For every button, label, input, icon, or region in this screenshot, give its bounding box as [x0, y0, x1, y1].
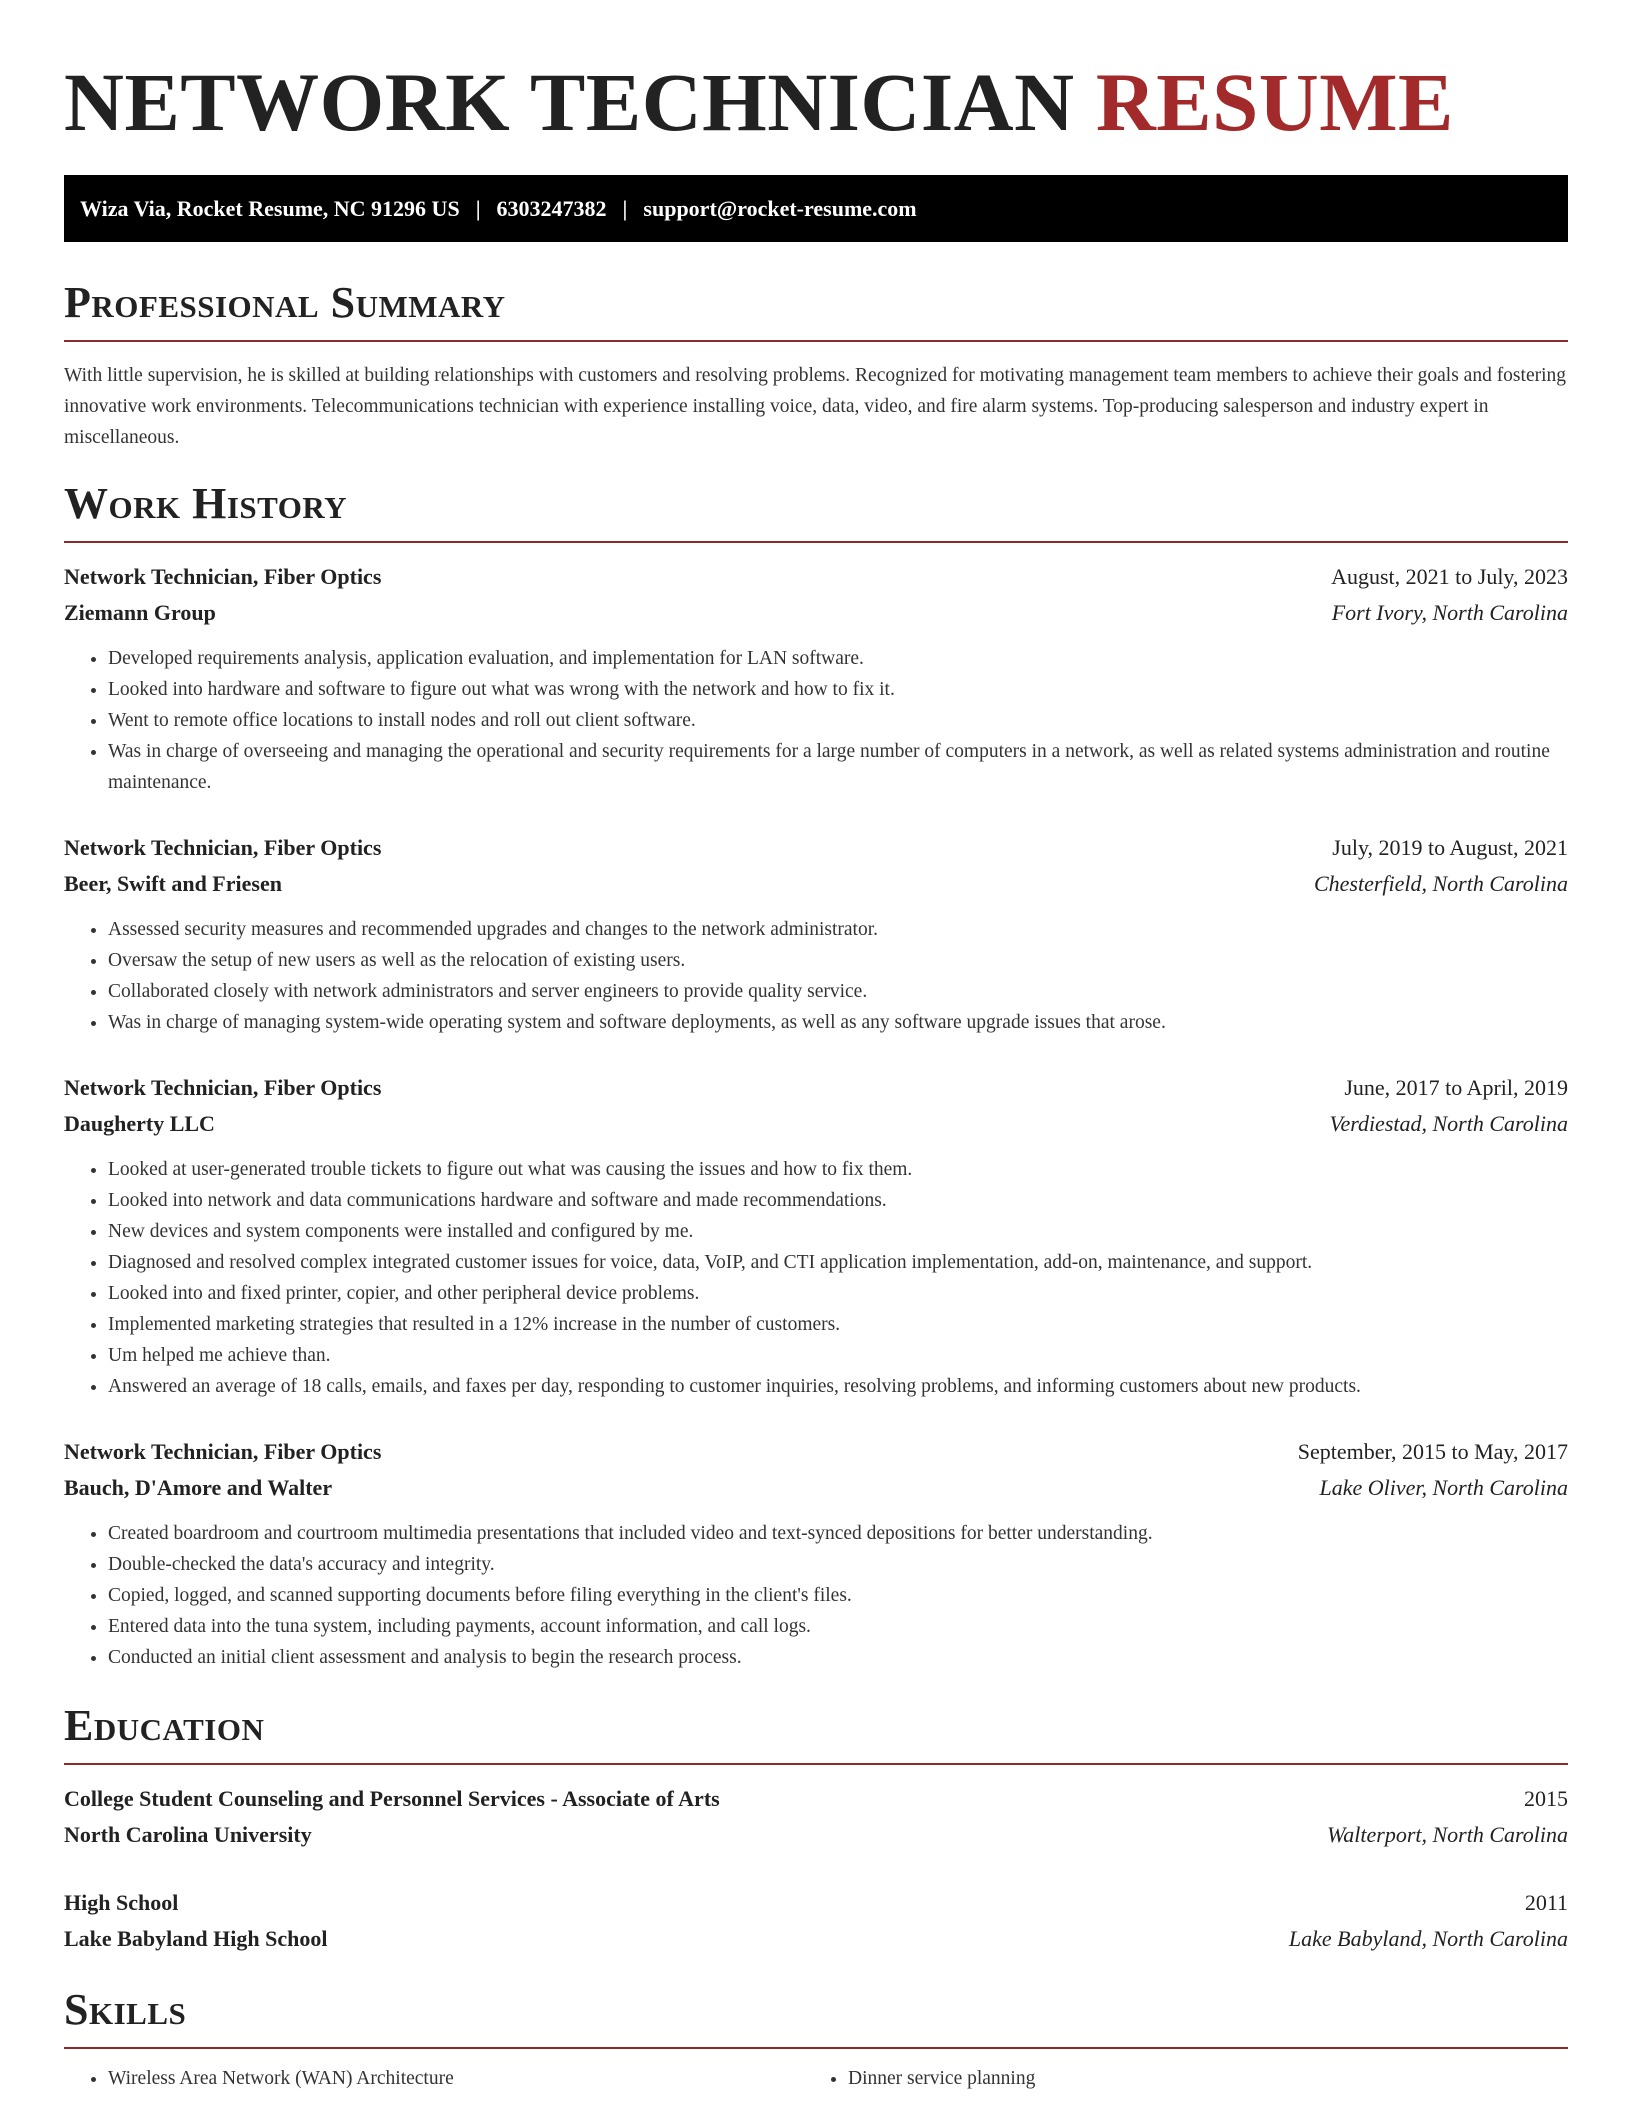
job-bullet: • Oversaw the setup of new users as well as the relocation of existing users.: [108, 945, 1568, 976]
contact-phone[interactable]: 6303247382: [496, 195, 607, 221]
job-title: Network Technician, Fiber Optics: [64, 1439, 382, 1464]
skills-grid: [64, 2063, 1568, 2094]
job-company: Ziemann Group: [64, 600, 216, 625]
skills-section: [64, 1985, 1568, 2094]
section-divider: [64, 1763, 1568, 1765]
job-bullet: • Diagnosed and resolved complex integrated customer issues for voice, data, VoIP, and CTI application implementation, add-on, maintenance, and support.: [108, 1247, 1568, 1278]
job-bullet: • Assessed security measures and recommended upgrades and changes to the network administrator.: [108, 914, 1568, 945]
job-dates: August, 2021 to July, 2023: [1331, 564, 1568, 589]
job-location: Verdiestad, North Carolina: [1329, 1111, 1568, 1136]
job-company-row: [64, 1106, 1568, 1142]
education-location: Walterport, North Carolina: [1326, 1822, 1568, 1847]
job-dates: July, 2019 to August, 2021: [1332, 835, 1568, 860]
job-bullet: • Looked at user-generated trouble tickets to figure out what was causing the issues and how to fix them.: [108, 1154, 1568, 1185]
job-header-row: [64, 559, 1568, 595]
job-bullet: • Um helped me achieve than.: [108, 1340, 1568, 1371]
title-accent: RESUME: [1095, 56, 1454, 148]
job-entry: [64, 830, 1568, 1038]
skill-item: • Wireless Area Network (WAN) Architecture: [108, 2063, 804, 2094]
summary-section: [64, 278, 1568, 453]
job-entry: [64, 1434, 1568, 1673]
job-bullet: • Entered data into the tuna system, including payments, account information, and call logs.: [108, 1611, 1568, 1642]
work-history-heading: Work History: [64, 479, 348, 528]
job-bullets: [64, 1154, 1568, 1402]
job-company-row: [64, 1470, 1568, 1506]
education-school-row: [64, 1921, 1568, 1957]
job-bullet: • Looked into hardware and software to figure out what was wrong with the network and how to fix it.: [108, 674, 1568, 705]
job-title: Network Technician, Fiber Optics: [64, 1075, 382, 1100]
skills-list: [804, 2063, 1544, 2094]
section-divider: [64, 2047, 1568, 2049]
job-entry: [64, 1070, 1568, 1402]
resume-title: [64, 52, 1568, 152]
job-company: Bauch, D'Amore and Walter: [64, 1475, 333, 1500]
job-bullet: • Went to remote office locations to install nodes and roll out client software.: [108, 705, 1568, 736]
job-bullet: • Answered an average of 18 calls, emails, and faxes per day, responding to customer inquiries, resolving problems, and informing customers about new products.: [108, 1371, 1568, 1402]
section-divider: [64, 340, 1568, 342]
education-location: Lake Babyland, North Carolina: [1288, 1926, 1568, 1951]
job-bullet: • Was in charge of managing system-wide operating system and software deployments, as well as any software upgrade issues that arose.: [108, 1007, 1568, 1038]
education-heading: Education: [64, 1701, 265, 1750]
education-entry: [64, 1781, 1568, 1853]
job-bullet: • Conducted an initial client assessment and analysis to begin the research process.: [108, 1642, 1568, 1673]
job-company: Beer, Swift and Friesen: [64, 871, 282, 896]
job-bullet: • Copied, logged, and scanned supporting documents before filing everything in the client's files.: [108, 1580, 1568, 1611]
summary-text: With little supervision, he is skilled at building relationships with customers and resolving problems. Recognized for motivating management team members to achieve their goals and fostering innovative work environments. Telecommunications technician with experience installing voice, data, video, and fire alarm systems. Top-producing salesperson and industry expert in miscellaneous.: [64, 365, 1567, 448]
education-section: [64, 1701, 1568, 1957]
job-bullet: • New devices and system components were installed and configured by me.: [108, 1216, 1568, 1247]
contact-separator: |: [475, 195, 481, 221]
education-school: North Carolina University: [64, 1822, 312, 1847]
job-title: Network Technician, Fiber Optics: [64, 564, 382, 589]
education-entry: [64, 1885, 1568, 1957]
job-header-row: [64, 830, 1568, 866]
education-school: Lake Babyland High School: [64, 1926, 328, 1951]
job-company-row: [64, 866, 1568, 902]
job-bullet: • Looked into and fixed printer, copier, and other peripheral device problems.: [108, 1278, 1568, 1309]
job-company: Daugherty LLC: [64, 1111, 215, 1136]
skill-item: • Dinner service planning: [848, 2063, 1544, 2094]
skills-list: [64, 2063, 804, 2094]
job-dates: June, 2017 to April, 2019: [1344, 1075, 1568, 1100]
job-location: Fort Ivory, North Carolina: [1331, 600, 1568, 625]
job-bullet: • Looked into network and data communications hardware and software and made recommendations.: [108, 1185, 1568, 1216]
job-location: Lake Oliver, North Carolina: [1319, 1475, 1568, 1500]
job-bullet: • Developed requirements analysis, application evaluation, and implementation for LAN software.: [108, 643, 1568, 674]
work-history-section: [64, 479, 1568, 1673]
summary-heading: Professional Summary: [64, 278, 506, 327]
job-bullets: [64, 914, 1568, 1038]
skills-column-right: [804, 2063, 1544, 2094]
section-divider: [64, 541, 1568, 543]
contact-separator: |: [622, 195, 628, 221]
job-bullet: • Created boardroom and courtroom multimedia presentations that included video and text-synced depositions for better understanding.: [108, 1518, 1568, 1549]
job-company-row: [64, 595, 1568, 631]
job-dates: September, 2015 to May, 2017: [1297, 1439, 1568, 1464]
job-title: Network Technician, Fiber Optics: [64, 835, 382, 860]
education-school-row: [64, 1817, 1568, 1853]
education-year: 2015: [1524, 1786, 1568, 1811]
education-degree: High School: [64, 1890, 179, 1915]
job-header-row: [64, 1434, 1568, 1470]
job-header-row: [64, 1070, 1568, 1106]
job-location: Chesterfield, North Carolina: [1313, 871, 1568, 896]
job-bullet: • Was in charge of overseeing and managing the operational and security requirements for a large number of computers in a network, as well as related systems administration and routine maintenance.: [108, 736, 1568, 798]
education-degree: College Student Counseling and Personnel Services - Associate of Arts: [64, 1786, 720, 1811]
skills-column-left: [64, 2063, 804, 2094]
job-entry: [64, 559, 1568, 798]
skills-heading: Skills: [64, 1985, 187, 2034]
contact-bar: [64, 175, 1568, 242]
job-bullet: • Collaborated closely with network administrators and server engineers to provide quality service.: [108, 976, 1568, 1007]
job-bullet: • Implemented marketing strategies that resulted in a 12% increase in the number of customers.: [108, 1309, 1568, 1340]
contact-address: Wiza Via, Rocket Resume, NC 91296 US: [80, 195, 460, 221]
education-degree-row: [64, 1781, 1568, 1817]
education-year: 2011: [1524, 1890, 1568, 1915]
education-degree-row: [64, 1885, 1568, 1921]
job-bullets: [64, 1518, 1568, 1673]
title-main: NETWORK TECHNICIAN: [64, 56, 1075, 148]
job-bullet: • Double-checked the data's accuracy and integrity.: [108, 1549, 1568, 1580]
contact-email[interactable]: support@rocket-resume.com: [643, 195, 917, 221]
job-bullets: [64, 643, 1568, 798]
